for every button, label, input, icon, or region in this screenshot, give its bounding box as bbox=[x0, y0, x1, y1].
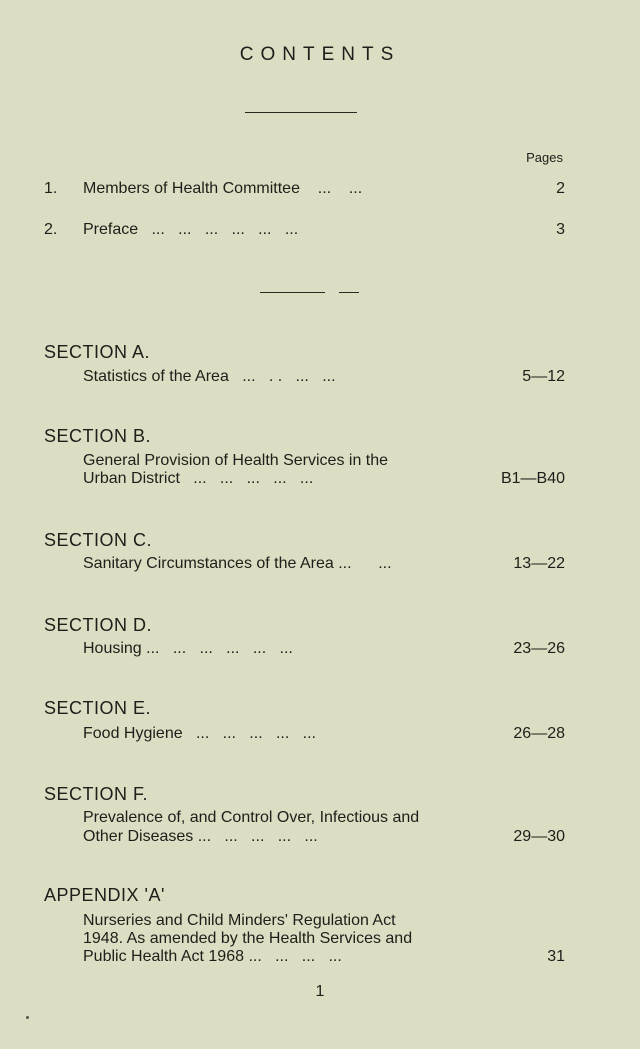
toc-entry[interactable] bbox=[0, 221, 640, 241]
paper-speck bbox=[26, 1016, 29, 1019]
section-description[interactable]: General Provision of Health Services in the bbox=[83, 452, 389, 469]
entry-page: 3 bbox=[556, 221, 565, 238]
section-heading: SECTION D. bbox=[44, 615, 153, 635]
pages-column-header: Pages bbox=[526, 150, 563, 165]
section-description[interactable]: Food Hygiene ... ... ... ... ... bbox=[83, 725, 316, 742]
section-description[interactable]: Statistics of the Area ... . . ... ... bbox=[83, 368, 336, 385]
section-pages: 29—30 bbox=[513, 828, 565, 845]
section-description[interactable]: Sanitary Circumstances of the Area ... ... bbox=[83, 555, 392, 572]
section-heading: SECTION C. bbox=[44, 530, 153, 550]
section-pages: 5—12 bbox=[522, 368, 565, 385]
section-pages: 31 bbox=[547, 948, 565, 965]
section-description[interactable]: Housing ... ... ... ... ... ... bbox=[83, 640, 293, 657]
section-description[interactable]: Nurseries and Child Minders' Regulation Act bbox=[83, 912, 396, 929]
section-description[interactable]: Urban District ... ... ... ... ... bbox=[83, 470, 314, 487]
section-description[interactable]: 1948. As amended by the Health Services and bbox=[83, 930, 413, 947]
section-pages: 23—26 bbox=[513, 640, 565, 657]
entry-number: 2. bbox=[44, 221, 58, 238]
section-pages: 13—22 bbox=[513, 555, 565, 572]
appendix-heading: APPENDIX 'A' bbox=[44, 885, 165, 905]
entry-page: 2 bbox=[556, 180, 565, 197]
page-title: CONTENTS bbox=[239, 44, 401, 65]
section-description[interactable]: Public Health Act 1968 ... ... ... ... bbox=[83, 948, 342, 965]
entry-label: Members of Health Committee ... ... bbox=[83, 180, 363, 197]
section-heading: SECTION F. bbox=[44, 784, 149, 804]
section-description[interactable]: Other Diseases ... ... ... ... ... bbox=[83, 828, 318, 845]
section-pages: 26—28 bbox=[513, 725, 565, 742]
divider-rule bbox=[339, 292, 359, 293]
entry-label: Preface ... ... ... ... ... ... bbox=[83, 221, 299, 238]
section-pages: B1—B40 bbox=[500, 470, 565, 487]
section-heading: SECTION B. bbox=[44, 426, 152, 446]
title-underline bbox=[245, 112, 357, 113]
page-number: 1 bbox=[315, 983, 325, 1000]
toc-entry[interactable] bbox=[0, 180, 640, 200]
section-heading: SECTION E. bbox=[44, 698, 152, 718]
entry-number: 1. bbox=[44, 180, 58, 197]
section-heading: SECTION A. bbox=[44, 342, 151, 362]
divider-rule bbox=[260, 292, 325, 293]
section-description[interactable]: Prevalence of, and Control Over, Infectious and bbox=[83, 809, 420, 826]
